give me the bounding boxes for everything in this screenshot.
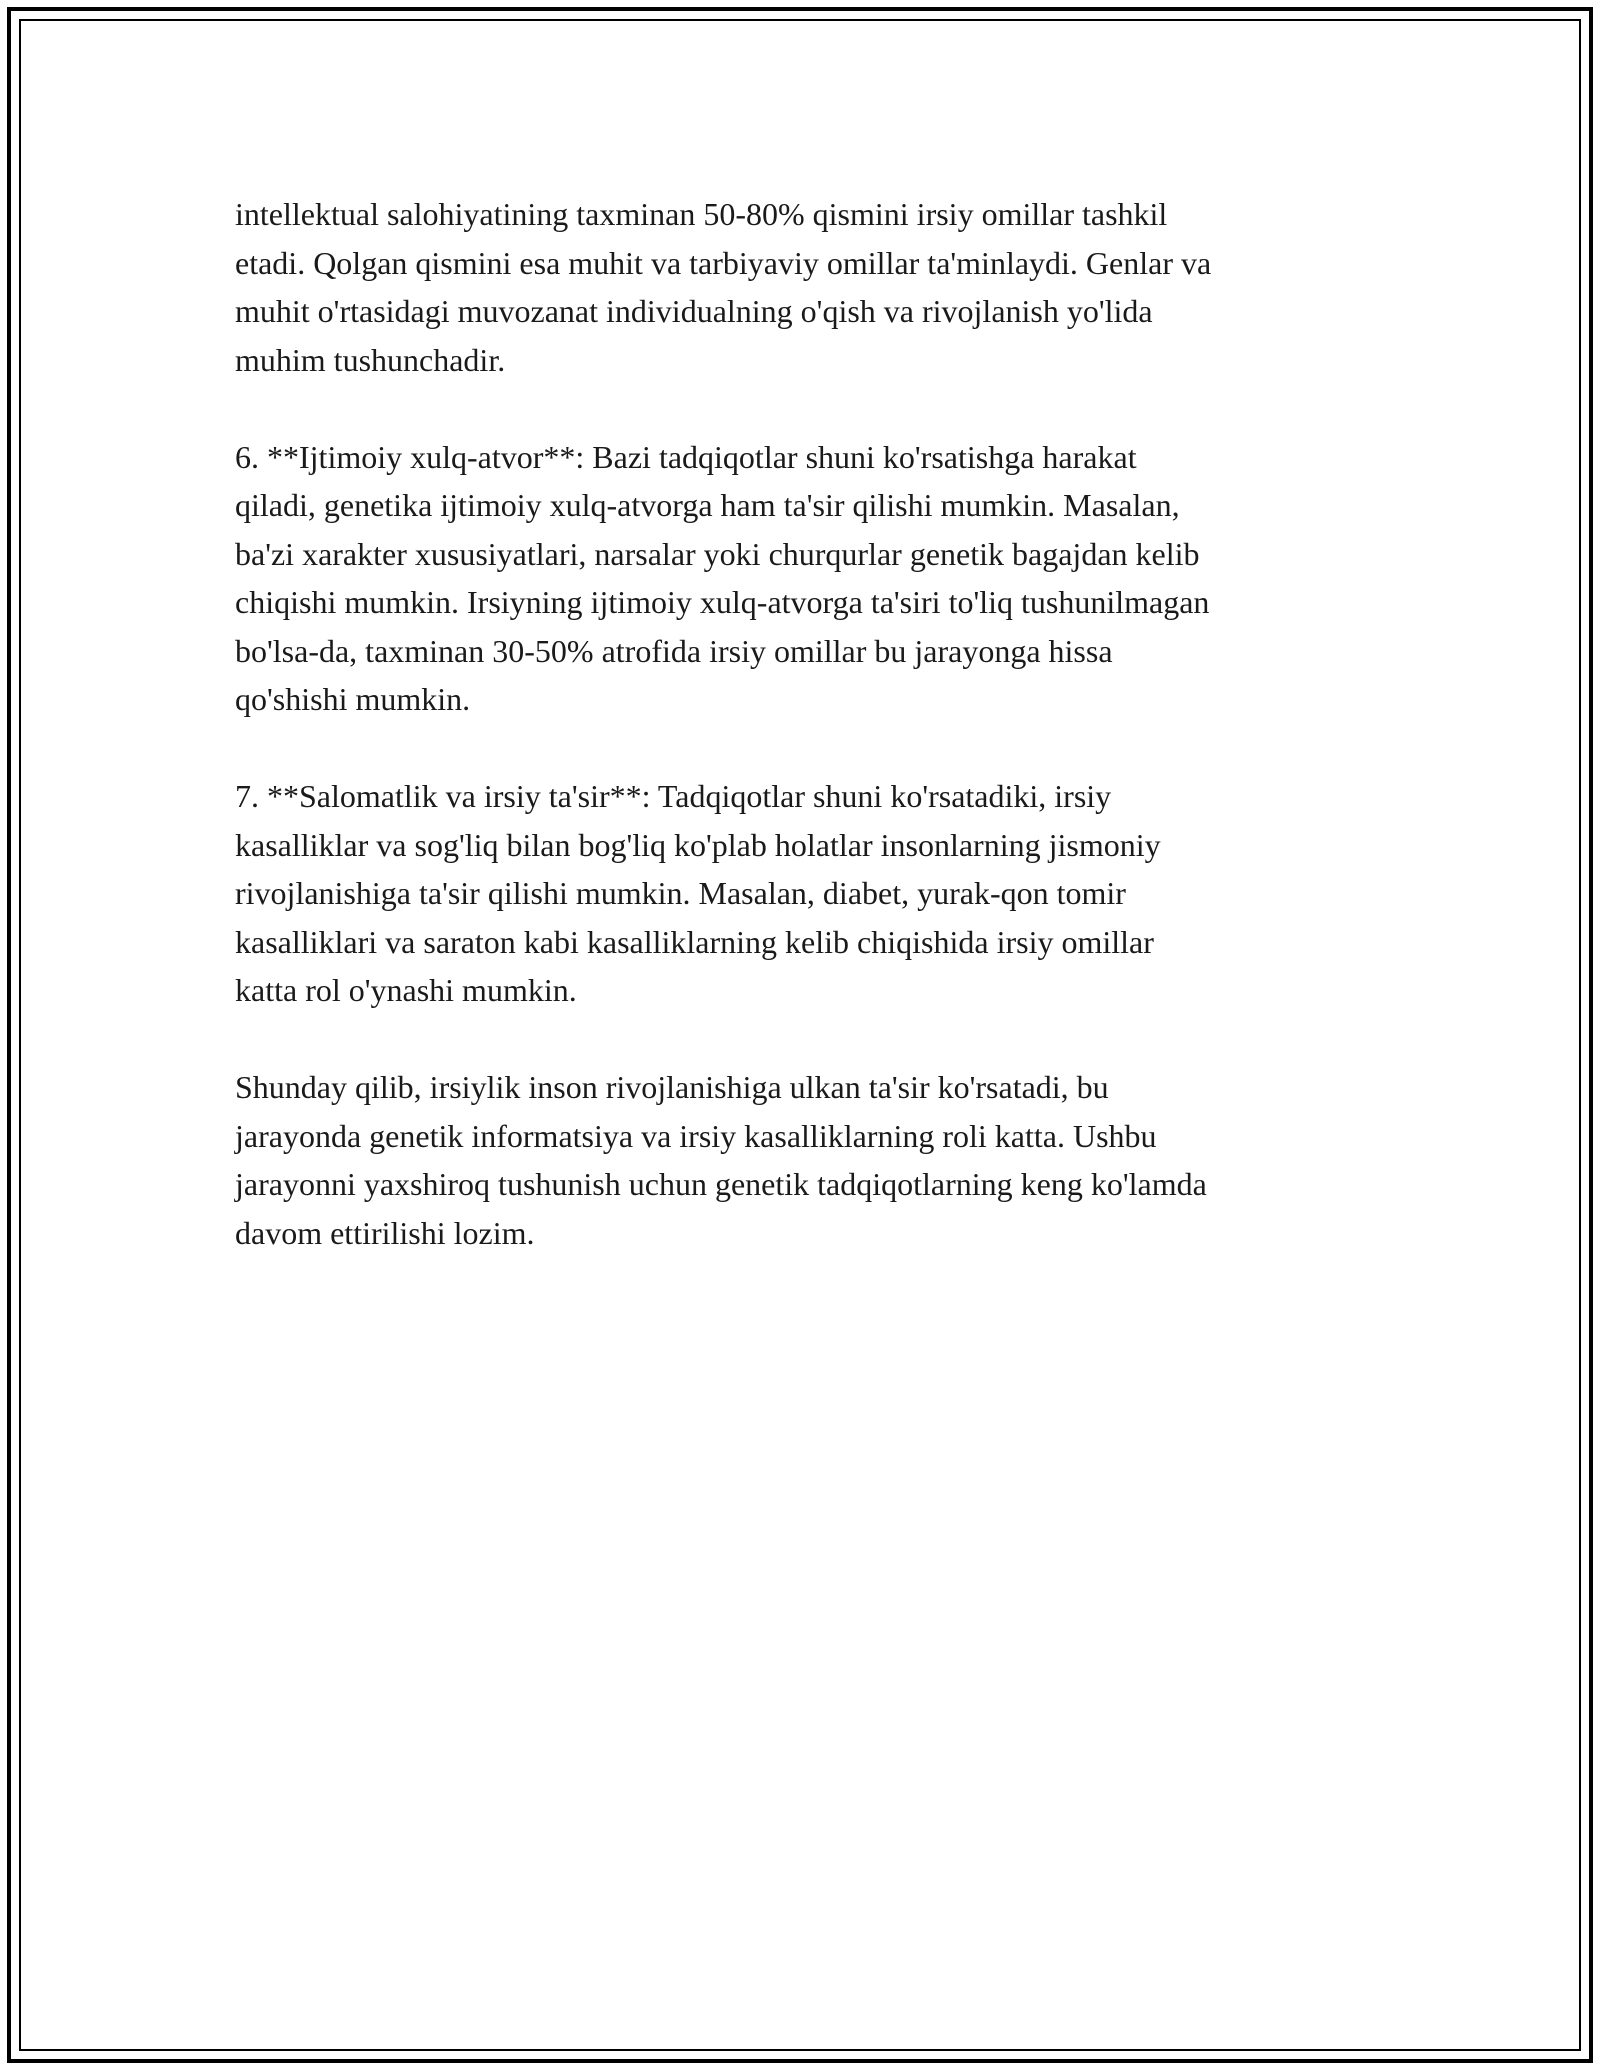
text-line: etadi. Qolgan qismini esa muhit va tarbiyaviy omillar ta'minlaydi. Genlar va [235, 244, 1212, 281]
paragraph-conclusion [235, 1063, 1365, 1257]
text-line: davom ettirilishi lozim. [235, 1214, 535, 1251]
text-line: 7. **Salomatlik va irsiy ta'sir**: Tadqiqotlar shuni ko'rsatadiki, irsiy [235, 778, 1112, 814]
text-line: intellektual salohiyatining taxminan 50-80% qismini irsiy omillar tashkil [235, 196, 1168, 232]
text-line: kasalliklar va sog'liq bilan bog'liq ko'plab holatlar insonlarning jismoniy [235, 826, 1161, 863]
text-line: qo'shishi mumkin. [235, 681, 471, 717]
text-line: muhim tushunchadir. [235, 341, 506, 378]
text-line: rivojlanishiga ta'sir qilishi mumkin. Masalan, diabet, yurak-qon tomir [235, 875, 1126, 911]
document-body [235, 190, 1365, 1306]
text-line: jarayonda genetik informatsiya va irsiy kasalliklarning roli katta. Ushbu [235, 1117, 1157, 1154]
text-line: Shunday qilib, irsiylik inson rivojlanishiga ulkan ta'sir ko'rsatadi, bu [235, 1069, 1109, 1105]
text-line: jarayonni yaxshiroq tushunish uchun genetik tadqiqotlarning keng ko'lamda [235, 1166, 1207, 1202]
text-line: muhit o'rtasidagi muvozanat individualning o'qish va rivojlanish yo'lida [235, 293, 1153, 329]
text-line: ba'zi xarakter xususiyatlari, narsalar yoki churqurlar genetik bagajdan kelib [235, 535, 1200, 572]
text-line: qiladi, genetika ijtimoiy xulq-atvorga ham ta'sir qilishi mumkin. Masalan, [235, 487, 1180, 523]
text-line: katta rol o'ynashi mumkin. [235, 972, 577, 1008]
text-line: bo'lsa-da, taxminan 30-50% atrofida irsiy omillar bu jarayonga hissa [235, 632, 1113, 669]
paragraph-health [235, 772, 1365, 1015]
text-line: chiqishi mumkin. Irsiyning ijtimoiy xulq-atvorga ta'siri to'liq tushunilmagan [235, 584, 1210, 620]
text-line: kasalliklari va saraton kabi kasalliklarning kelib chiqishida irsiy omillar [235, 923, 1154, 960]
text-line: 6. **Ijtimoiy xulq-atvor**: Bazi tadqiqotlar shuni ko'rsatishga harakat [235, 438, 1137, 475]
paragraph-intellect [235, 190, 1365, 384]
paragraph-social-behavior [235, 433, 1365, 724]
